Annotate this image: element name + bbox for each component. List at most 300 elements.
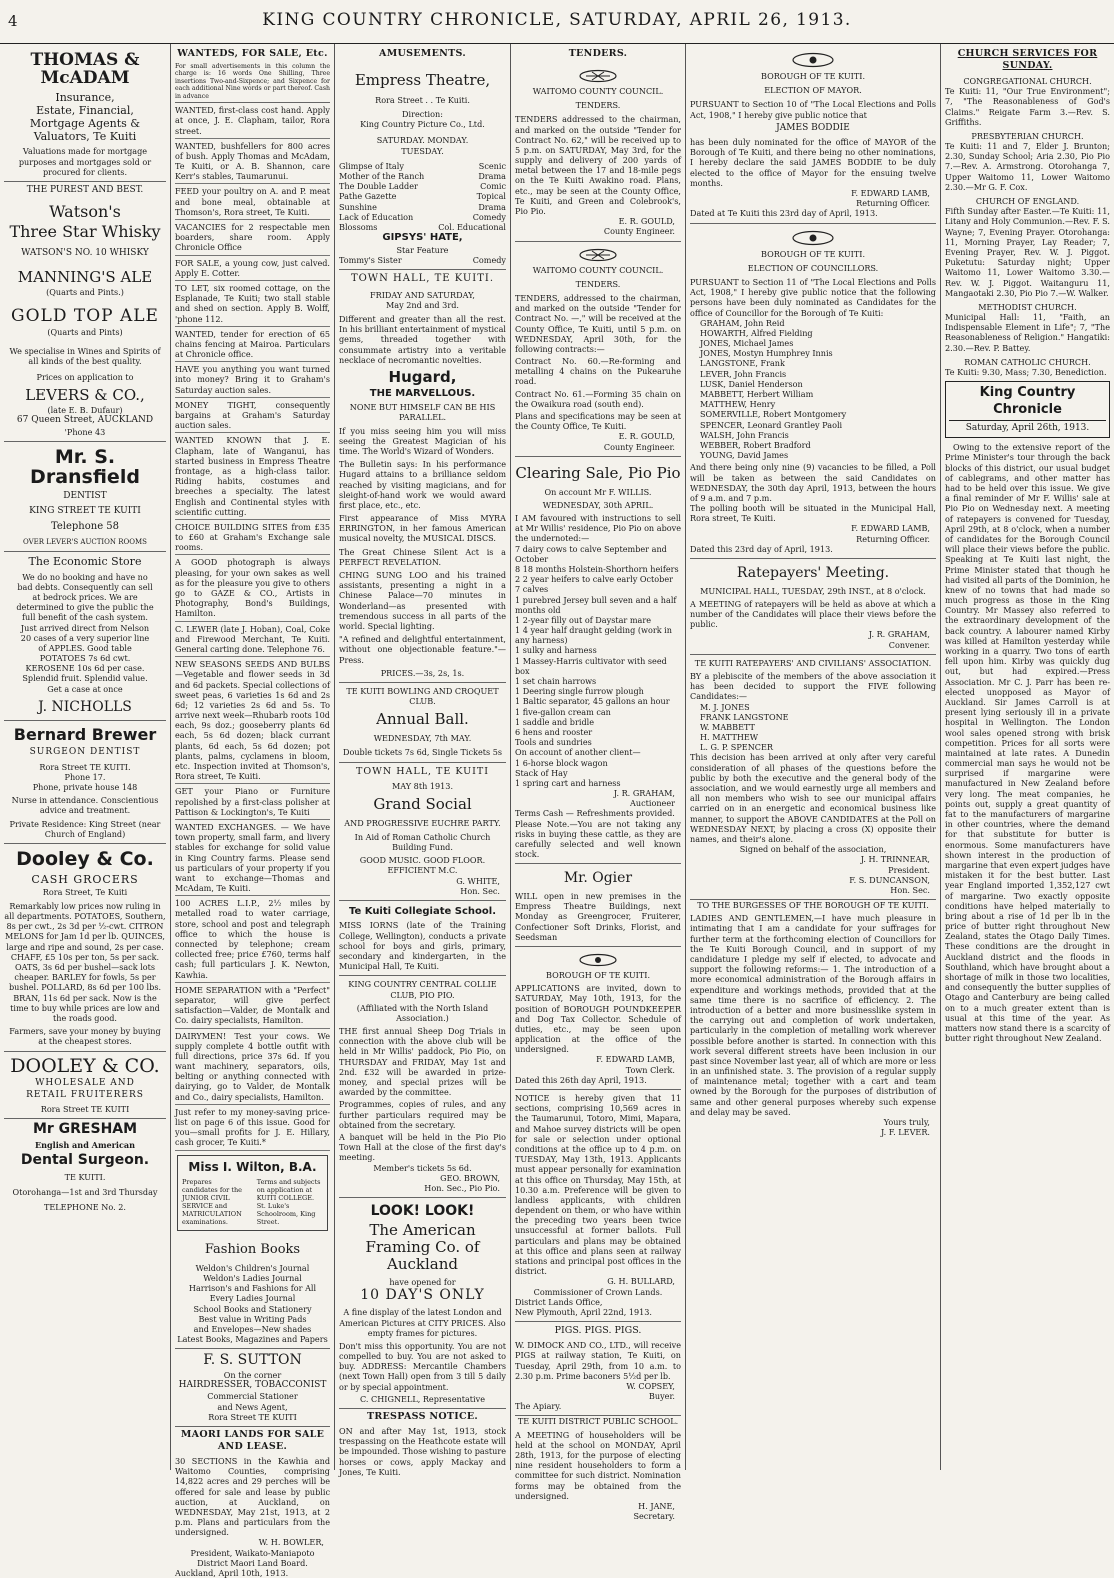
- classified-ad: Just refer to my money-saving price-list on page 6 of this issue. Good for you—small profits for J. E. Hillary, cash grocer, Te Kuiti.*: [175, 1105, 330, 1151]
- euchre: AND PROGRESSIVE EUCHRE PARTY.: [344, 817, 501, 828]
- member-tickets: Member's tickets 5s 6d.: [373, 1162, 472, 1173]
- gresham-sub: English and American: [34, 1139, 136, 1150]
- dooley-addr: Rora Street, Te Kuiti: [42, 886, 128, 897]
- pigs-title: PIGS. PIGS. PIGS.: [554, 1325, 642, 1337]
- congregational-title: CONGREGATIONAL CHURCH.: [963, 75, 1092, 86]
- classified-ad: MONEY TIGHT, consequently bargains at Graham's Saturday auction sales.: [175, 398, 330, 434]
- purest-line: THE PUREST AND BEST.: [26, 185, 144, 195]
- borough-title: BOROUGH OF TE KUITI.: [760, 248, 866, 259]
- film-genre: Drama: [478, 201, 506, 212]
- social-ad: [339, 763, 506, 901]
- candidate-name: GRAHAM, John Reid: [700, 317, 785, 328]
- candidate-name: LEVER, John Francis: [700, 368, 787, 379]
- borough-crest-icon: [791, 52, 835, 68]
- dooley-wholesale-ad: [4, 1052, 166, 1120]
- good-music: GOOD MUSIC. GOOD FLOOR.: [359, 855, 486, 866]
- maori-sig2: President, Waikato-Maniapoto District Maori Land Board.: [190, 1547, 315, 1568]
- classified-ad: NEW SEASONS SEEDS AND BULBS—Vegetable and flower seeds in 3d and 6d packets. Special collections of sweet peas, 6 varieties 1s 6d and 2s 6d; 12 varieties 2s 6d and 5s. To arrive next week—Rhubarb roots 10d each, 9s doz.; gooseberry plants 6d each, 5s 6d dozen; black currant plants, 6d each, 5s 6d dozen; pot plants, palms, cyclamens in bloom, etc. Inspection invited at Thomson's, Rora street, Te Kuiti.: [175, 657, 330, 784]
- town-hall-2: TOWN HALL, TE KUITI: [356, 765, 489, 777]
- classified-ad: GET your Piano or Furniture repolished by a first-class polisher at Pattison & Lockington's, Te Kuiti: [175, 784, 330, 820]
- collie-ad: [339, 976, 506, 1198]
- film-list: [339, 161, 506, 232]
- gould-sig: E. R. GOULD,: [618, 216, 675, 227]
- maori-lands-ad: [175, 1429, 330, 1578]
- framing-title: The American Framing Co. of Auckland: [365, 1220, 480, 1274]
- column-3: [334, 44, 510, 1477]
- brewer-addr: Rora Street TE KUITI.: [39, 761, 131, 772]
- classified-ad: WANTED, tender for erection of 65 chains fencing at Mairoa. Particulars at Chronicle office.: [175, 327, 330, 363]
- sutton-line1: HAIRDRESSER, TOBACCONIST: [178, 1380, 327, 1391]
- endorsed-list: [690, 702, 936, 753]
- chronicle-name: King Country Chronicle: [979, 385, 1076, 417]
- fashion-title: Fashion Books: [204, 1242, 301, 1258]
- maori-head: MAORI LANDS FOR SALE AND LEASE.: [180, 1429, 325, 1452]
- stock-item: 1 set chain harrows: [515, 676, 597, 687]
- film-title: Sunshine: [339, 201, 377, 212]
- film-row: [339, 212, 506, 222]
- fashion-item: Weldon's Children's Journal: [195, 1262, 310, 1273]
- school-title: TE KUITI DISTRICT PUBLIC SCHOOL.: [517, 1416, 679, 1427]
- candidate-name: YOUNG, David James: [700, 450, 789, 461]
- classified-ad: DAIRYMEN! Test your cows. We supply complete 4 bottle outfit with full directions, price 37s 6d. If you want machinery, separators, oils, belting or anything connected with dairying, go to Valder, de Montalk and Co., dairy specialists, Hamilton.: [175, 1029, 330, 1105]
- gresham-days: Otorohanga—1st and 3rd Thursday: [12, 1187, 158, 1198]
- film-title: Tommy's Sister: [339, 254, 402, 265]
- mayor-election-ad: [690, 46, 936, 224]
- bullard-office: District Lands Office,: [515, 1296, 603, 1307]
- bullard-title: Commissioner of Crown Lands.: [533, 1286, 663, 1297]
- tender-62-ad: [515, 63, 681, 242]
- fashion-item: Latest Books, Magazines and Papers: [177, 1334, 328, 1345]
- may-dates: May 2nd and 3rd.: [386, 299, 459, 310]
- ball-date: WEDNESDAY, 7th MAY.: [373, 733, 472, 744]
- dooley2-addr: Rora Street TE KUITI: [40, 1104, 130, 1115]
- gould-title: County Engineer.: [603, 226, 675, 237]
- programmes: Programmes, copies of rules, and any further particulars required may be obtained from the secretary.: [339, 1099, 506, 1130]
- collegiate-ad: [339, 901, 506, 976]
- duncanson-sig: F. S. DUNCANSON,: [849, 874, 930, 885]
- ball-ad: [339, 683, 506, 763]
- catholic-title: ROMAN CATHOLIC CHURCH.: [964, 356, 1091, 367]
- fashion-item: School Books and Stationery: [193, 1303, 312, 1314]
- ogier-title: Mr. Ogier: [563, 870, 633, 887]
- film-row: [339, 202, 506, 212]
- banquet: A banquet will be held in the Pio Pio Town Hall at the close of the first day's meeting.: [339, 1131, 506, 1163]
- column-1: [0, 44, 170, 1470]
- association-ad: [690, 655, 936, 900]
- stock-item: 1 4 year half draught gelding (work in any harness): [515, 625, 672, 646]
- stock-item: 1 saddle and bridle: [515, 716, 595, 727]
- candidate-name: SPENCER, Leonard Grantley Paoli: [700, 419, 843, 430]
- watson-title: Watson's: [49, 202, 121, 222]
- tender-60-ad: [515, 242, 681, 457]
- ratepayers-title: Ratepayers' Meeting.: [736, 565, 890, 582]
- refined: "A refined and delightful entertainment, without one objectionable feature."—Press.: [339, 634, 506, 665]
- county-crest-icon: [578, 69, 618, 83]
- lamb-title: Town Clerk.: [625, 1064, 675, 1075]
- mayor-text2: has been duly nominated for the office of MAYOR of the Borough of Te Kuiti, and there being no other nominations, I hereby declare the said JAMES BODDIE to be duly elected to the office of Mayor for the ensuing twelve months.: [690, 137, 936, 188]
- efficient: EFFICIENT M.C.: [387, 865, 458, 876]
- film-title: Pathe Gazette: [339, 191, 397, 202]
- brown-sig: GEO. BROWN,: [440, 1172, 500, 1183]
- gresham-title: Mr GRESHAM: [32, 1121, 138, 1138]
- ten-days: 10 DAY'S ONLY: [360, 1286, 485, 1303]
- trespass-text: ON and after May 1st, 1913, stock trespassing on the Heathcote estate will be impounded. Those wishing to pasture horses or cows, apply Mackay and Jones, Te Kuiti.: [339, 1426, 507, 1477]
- framing-ad: [339, 1198, 506, 1409]
- poundkeeper-ad: [515, 947, 681, 1090]
- thomas-line: Valuators, Te Kuiti: [33, 130, 137, 144]
- candidate-name: WEBBER, Robert Bradford: [700, 439, 811, 450]
- mannings-title: MANNING'S ALE: [17, 267, 153, 286]
- film-row: [339, 161, 506, 171]
- graham-sig: J. R. GRAHAM,: [868, 629, 930, 640]
- rate-text: A MEETING of ratepayers will be held as above at which a number of the Candidates will place their views before the public.: [690, 598, 936, 630]
- maori-sig3: Auckland, April 10th, 1913.: [175, 1568, 289, 1578]
- councillors-election-ad: [690, 224, 936, 559]
- direction: Direction:: [402, 109, 443, 120]
- collie-club: KING COUNTRY CENTRAL COLLIE CLUB, PIO PIO.: [348, 979, 497, 1000]
- notice-text: NOTICE is hereby given that 11 sections, comprising 10,569 acres in the Taumarunui, Totoro, Mimi, Mapara, and Mahoe survey districts will be open for sale or selection under optional conditions at the office up to 4 p.m. on TUESDAY, May 13th, 1913. Applicants must appear personally for examination at this office on Thursday, May 15th, at 10.30 a.m. Preference will be given to landless applicants, with children dependent on them, or who have within the preceding two years been twice unsuccessful at former ballots. Full particulars and plans may be obtained at this office and plans seen at railway stations and principal post offices in the district.: [515, 1093, 681, 1277]
- retail-label: RETAIL FRUITERERS: [26, 1089, 144, 1100]
- wanteds-rates: For small advertisements in this column the charge is: 16 words One Shilling, Three insertions Two-and-Sixpence; and Sixpence for each additional Nine words or part thereof. Cash in advance: [175, 63, 330, 103]
- annual-ball: Annual Ball.: [376, 710, 469, 729]
- stock-item: 7 calves: [515, 584, 549, 595]
- stock-list: [515, 544, 681, 789]
- prices-app: Prices on application to: [36, 372, 134, 383]
- fashion-item: Weldon's Ladies Journal: [203, 1273, 302, 1284]
- candidate-name: LANGSTONE, Frank: [700, 358, 785, 369]
- trespass-ad: [339, 1411, 506, 1477]
- white-sig: G. WHITE,: [456, 875, 500, 886]
- tender-60-text: TENDERS, addressed to the chairman, and marked on the outside "Tender for Contract No. —," will be received at the County Office, Te Kuiti, until 5 p.m. on WEDNESDAY, April 30th, for the following contracts:—: [515, 292, 681, 354]
- brewer-title: Bernard Brewer: [13, 725, 157, 745]
- classified-ad: FEED your poultry on A. and P. meat and bone meal, obtainable at Thomson's, Rora street, Te Kuiti.: [175, 184, 330, 220]
- wholesale-label: WHOLESALE AND: [35, 1078, 135, 1089]
- chignell: C. CHIGNELL, Representative: [359, 1393, 485, 1404]
- candidate-list: [690, 318, 936, 461]
- anglican-text: Fifth Sunday after Easter.—Te Kuiti: 11, Litany and Holy Communion.—Rev. F. S. Wayne; 7, Evening Prayer. Otorohanga: 11, Morning Prayer, Lay Reader; 7, Evening Prayer, Rev. W. J. Piggot. Puketutu: Saturday night; Upper Waitomo 11, Lower Waitomo 3.30.—Rev. W. J. Piggot. Waitanguru 11, Mangaotaki 2.30, Pio Pio 7.—W. Walker.: [945, 206, 1111, 298]
- classified-ad: WANTED, bushfellers for 800 acres of bush. Apply Thomas and McAdam, Te Kuiti, or A. B. Shannon, care Kerr's stables, Taumarunui.: [175, 139, 330, 185]
- levers-late: (late E. B. Dufaur): [47, 405, 123, 416]
- collegiate-title: Te Kuiti Collegiate School.: [348, 905, 496, 917]
- borough-title: BOROUGH OF TE KUITI.: [760, 71, 866, 81]
- fashion-item: Best value in Writing Pads: [198, 1313, 307, 1324]
- ball-tickets: Double tickets 7s 6d, Single Tickets 5s: [342, 747, 503, 758]
- endorsed-candidate: FRANK LANGSTONE: [700, 711, 789, 722]
- page-number: 4: [8, 12, 18, 30]
- endorsed-candidate: H. MATTHEW: [700, 732, 759, 743]
- classified-ad: 100 ACRES L.I.P., 2½ miles by metalled road to water carriage, store, school and post and telegraph office to which the house is connected by telephone; cream collected free; price £760, terms half cash; full particulars J. K. Newton, Kawhia.: [175, 896, 330, 983]
- stock-item: 1 Deering single furrow plough: [515, 686, 644, 697]
- grand-social: Grand Social: [373, 794, 472, 813]
- pound-text: APPLICATIONS are invited, down to SATURDAY, May 10th, 1913, for the position of BOROUGH POUNDKEEPER and Dog Tax Collector. Schedule of duties, etc., may be seen upon application at the office of the undersigned.: [515, 983, 681, 1055]
- film-title: Lack of Education: [339, 211, 414, 222]
- maori-sig1: W. H. BOWLER,: [258, 1537, 324, 1548]
- empress-title: Empress Theatre,: [354, 70, 491, 89]
- candidate-name: JONES, Michael James: [700, 338, 794, 349]
- pigs-ad: [515, 1322, 681, 1416]
- masthead: [0, 0, 1114, 44]
- spirits-ad: [4, 182, 166, 442]
- copsey-sig: W. COPSEY,: [626, 1380, 675, 1391]
- film-genre: Topical: [476, 191, 506, 202]
- nicholls-name: J. NICHOLLS: [38, 698, 132, 715]
- hugard-marvellous: THE MARVELLOUS.: [369, 387, 476, 399]
- municipal-hall: MUNICIPAL HALL, TUESDAY, 29th INST., at 8 o'clock.: [700, 585, 926, 596]
- classified-ad: HAVE you anything you want turned into money? Bring it to Graham's Saturday auction sales.: [175, 362, 330, 398]
- film-genre: Comic: [480, 181, 506, 192]
- watson-no: WATSON'S NO. 10 WHISKY: [21, 247, 149, 258]
- column-6: [940, 44, 1114, 1470]
- editorial-text: Owing to the extensive report of the Prime Minister's tour through the back blocks of this district, our usual budget of cablegrams, and other matter has had to be held over this issue. We give a final reminder of Mr F. Willis' sale at Pio Pio on Wednesday next. A meeting of ratepayers is convened for Tuesday, April 29th, at 8 o'clock, when a number of candidates for the Borough Council will place their views before the public. Speaking at Te Kuiti last night, the Prime Minister stated that though he had visited all parts of the Dominion, he knew of no towns that had made so much progress as those in the King Country. Mr Massey also referred to the extraordinary development of the back country. A labourer named Kirby was killed at Hamilton yesterday while working in a quarry. Two tons of earth fell upon him. Kirby was quickly dug out, but had expired.—Press Association. Mr C. J. Parr has been re-elected unopposed as Mayor of Auckland. Sir James Carroll is at present lying seriously ill in a private hospital in Wellington. The London wool sales opened strong with brisk competition. Prices for all sorts were maintained at late rates. A Dunedin commercial man says he would not be surprised if margarine were manufactured in New Zealand before very long. The meat companies, he points out, supply a great quantity of fat to the manufacturers of margarine in other countries, where the demand for that substitute for butter is enormous. Some manufacturers have shown interest in the production of margarine that even expert judges have mistaken it for the best butter. Last year England imported 1,352,127 cwt of margarine. Two exactly opposite conditions have helped materially to bring about a rise of 1d per lb in the price of butter right throughout New Zealand, states the Otago Daily Times. These conditions are the drought in Auckland district and the floods in Southland, which have brought about a shortage of milk in those two localities, and consequently the butter supplies of Otago and Canterbury are being called on to a much greater extent than is usual at this time of the year. As matters now stand there is a scarcity of butter right throughout New Zealand.: [945, 442, 1110, 1044]
- stock-item: 7 dairy cows to calve September and October: [515, 543, 667, 564]
- bowling-club: TE KUITI BOWLING AND CROQUET CLUB.: [346, 685, 499, 707]
- jane-title: Secretary.: [633, 1511, 675, 1522]
- may8: MAY 8th 1913.: [391, 780, 454, 791]
- tuesday: TUESDAY.: [401, 145, 444, 156]
- wilton-box: [177, 1155, 328, 1232]
- sutton-line3: and News Agent,: [217, 1401, 288, 1412]
- plans-text: Plans and specifications may be seen at the County Office, Te Kuiti.: [515, 411, 681, 432]
- film-genre: Scenic: [478, 160, 506, 171]
- endorsed-candidate: W. MABBETT: [700, 721, 755, 732]
- brewer-phone: Phone 17.: [64, 771, 106, 782]
- brewer-nurse: Nurse in attendance. Conscientious advice and treatment.: [11, 795, 159, 816]
- economic-text: We do no booking and have no bad debts. Consequently can sell at bedrock prices. We are determined to give the public the full benefit of the cash system. Just arrived direct from Nelson 20 cases of a very superior line of APPLES. Good table POTATOES 7s 6d cwt. KEROSENE 10s 6d per case. Splendid fruit. Splendid value. Get a case at once: [16, 571, 154, 694]
- goldtop-title: GOLD TOP ALE: [11, 306, 159, 327]
- days: SATURDAY. MONDAY.: [376, 135, 469, 146]
- dransfield-addr: KING STREET TE KUITI: [29, 506, 141, 516]
- borough-title: BOROUGH OF TE KUITI.: [545, 969, 651, 980]
- look-title: LOOK! LOOK!: [370, 1203, 475, 1220]
- thomas-mcadam-ad: [4, 46, 166, 182]
- gould-sig: E. R. GOULD,: [618, 431, 675, 442]
- wcc-title: WAITOMO COUNTY COUNCIL.: [532, 85, 664, 96]
- column-5: [685, 44, 940, 1470]
- chinese: The Great Chinese Silent Act is a PERFECT REVELATION.: [339, 546, 506, 567]
- economic-title: The Economic Store: [28, 554, 142, 568]
- tenders-title: TENDERS.: [575, 278, 621, 289]
- wcc-title: WAITOMO COUNTY COUNCIL.: [532, 264, 664, 275]
- jane-sig: H. JANE,: [638, 1500, 675, 1511]
- hugard-intro: Different and greater than all the rest. In his brilliant entertainment of mystical gems, threaded together with consummate artistry into a veritable necklace of necromantic novelties.: [339, 314, 506, 365]
- association-title: TE KUITI RATEPAYERS' AND CIVILIANS' ASSOCIATION.: [694, 657, 932, 668]
- stock-item: 8 18 months Holstein-Shorthorn heifers: [515, 563, 679, 574]
- lamb-sig: F. EDWARD LAMB,: [851, 523, 930, 534]
- ching: CHING SUNG LOO and his trained assistants, presenting a night in a Chinese Palace—70 minutes in Wonderland—as presented with tremendous success in all parts of the world. Special lighting.: [339, 570, 506, 631]
- lamb-sig: F. EDWARD LAMB,: [851, 188, 930, 199]
- stock-item: Tools and sundries: [515, 737, 592, 748]
- hugard-ad: [339, 270, 506, 683]
- clearing-sale-ad: [515, 457, 681, 865]
- trinnear-sig: J. H. TRINNEAR,: [860, 854, 930, 865]
- school-text: A MEETING of householders will be held at the school on MONDAY, April 28th, 1913, for the purpose of electing nine resident householders to form a committee for such district. Nomination forms may be obtained from the undersigned.: [515, 1429, 681, 1501]
- thomas-line: Insurance,: [55, 90, 115, 104]
- graham-sig: J. R. GRAHAM,: [613, 788, 675, 799]
- film-row: [339, 255, 506, 265]
- polling-text: The polling booth will be situated in the Municipal Hall, Rora street, Te Kuiti.: [690, 503, 936, 524]
- duncanson-title: Hon. Sec.: [890, 884, 930, 895]
- bulletin: The Bulletin says: In his performance Hugard attains to a brilliance seldom reached by visiting magicians, and for sleight-of-hand work we would award first place, etc., etc.: [339, 459, 506, 510]
- contract-60: Contract No. 60.—Re-forming and metalling 4 chains on the Pukearuhe road.: [515, 356, 681, 387]
- presbyterian-title: PRESBYTERIAN CHURCH.: [971, 130, 1084, 141]
- film-title: Mother of the Ranch: [339, 170, 425, 181]
- stock-item: 6 hens and rooster: [515, 726, 593, 737]
- stock-item: 2 2 year heifers to calve early October: [515, 574, 673, 585]
- film-genre: Comedy: [472, 254, 506, 265]
- lever-sig: J. F. LEVER.: [881, 1127, 930, 1138]
- candidate-name: JONES, Mostyn Humphrey Innis: [700, 348, 833, 359]
- stock-item: 1 6-horse block wagon: [515, 757, 608, 768]
- chronicle-nameplate: [945, 381, 1110, 438]
- contract-61: Contract No. 61.—Forming 35 chain on the Owaikura road (south end).: [515, 388, 681, 409]
- fri-sat: FRIDAY AND SATURDAY,: [370, 289, 475, 300]
- white-sig2: Hon. Sec.: [460, 885, 500, 896]
- dont-miss: Don't miss this opportunity. You are not compelled to buy. You are not asked to buy. ADDRESS: Mercantile Chambers (next Town Hall) open from 3 till 5 daily or by special appointment.: [339, 1340, 506, 1392]
- ogier-ad: [515, 864, 681, 947]
- dooley-ad: [4, 844, 166, 1052]
- classified-ad: WANTED, first-class cost hand. Apply at once, J. E. Clapham, tailor, Rora street.: [175, 103, 330, 139]
- direction-co: King Country Picture Co., Ltd.: [360, 119, 485, 130]
- school-ad: [515, 1416, 681, 1521]
- levers-title: LEVERS & CO.,: [25, 386, 145, 405]
- gresham-phone: TELEPHONE No. 2.: [44, 1202, 126, 1213]
- mannings-sub: (Quarts and Pints.): [46, 286, 124, 297]
- candidate-name: HOWARTH, Alfred Fielding: [700, 327, 813, 338]
- film-title: The Double Ladder: [339, 181, 418, 192]
- prices: PRICES.—3s, 2s, 1s.: [380, 667, 465, 678]
- methodist-text: Municipal Hall: 11, "Faith, an Indispensable Element in Life"; 7, "The Reasonableness of Religion." Hangatiki: 2.30.—Rev. P. Battey.: [945, 312, 1110, 353]
- councillors-text: PURSUANT to Section 11 of "The Local Elections and Polls Act, 1908," I hereby give public notice that the following persons have been duly nominated as Candidates for the office of Councillor for the Borough of Te Kuiti:: [690, 276, 936, 318]
- councillors-head: ELECTION OF COUNCILLORS.: [747, 262, 879, 273]
- film-genre: Col. Educational: [438, 221, 506, 232]
- maori-text: 30 SECTIONS in the Kawhia and Waitomo Counties, comprising 14,822 acres and 29 perches will be offered for sale and lease by public auction, at Auckland, on WEDNESDAY, May 21st, 1913, at 2 p.m. Plans and particulars from the undersigned.: [175, 1455, 330, 1538]
- thomas-line: Estate, Financial,: [36, 103, 134, 117]
- empress-addr: Rora Street . . Te Kuiti.: [375, 94, 470, 105]
- brewer-phone2: Phone, private house 148: [32, 781, 138, 792]
- candidate-name: LUSK, Daniel Henderson: [700, 378, 803, 389]
- tenders-heading: TENDERS.: [568, 48, 628, 59]
- dooley2-title: DOOLEY & CO.: [10, 1054, 160, 1077]
- column-4: [510, 44, 685, 1522]
- clearing-text: I AM favoured with instructions to sell at Mr Willis' residence, Pio Pio on above the undernoted:—: [515, 513, 681, 544]
- myra: First appearance of Miss MYRA ERRINGTON, in her famous American musical novelty, the MUSICAL DISCS.: [339, 513, 506, 544]
- stock-item: 1 sulky and harness: [515, 645, 597, 656]
- economic-store-ad: [4, 552, 166, 722]
- dooley-farmers: Farmers, save your money by buying at the cheapest stores.: [9, 1026, 161, 1047]
- brewer-ad: [4, 721, 166, 843]
- levers-addr: 67 Queen Street, AUCKLAND: [16, 415, 154, 426]
- clearing-title: Clearing Sale, Pio Pio: [515, 463, 681, 482]
- candidate-name: SOMERVILLE, Robert Montgomery: [700, 409, 847, 420]
- film-title: Glimpse of Italy: [339, 160, 404, 171]
- stock-item: 1 2-year filly out of Daystar mare: [515, 614, 652, 625]
- lamb-title: Returning Officer.: [856, 198, 930, 209]
- classified-ad: HOME SEPARATION with a "Perfect" separator, will give perfect satisfaction—Valder, de Montalk and Co. dairy specialists, Hamilton.: [175, 983, 330, 1029]
- wanteds-list: [175, 103, 330, 1150]
- endorsed-candidate: L. G. P. SPENCER: [700, 742, 773, 753]
- film-genre: Drama: [478, 170, 506, 181]
- dentist-label: DENTIST: [63, 490, 107, 501]
- aid: In Aid of Roman Catholic Church Building Fund.: [354, 831, 491, 852]
- burgesses-title: TO THE BURGESSES OF THE BOROUGH OF TE KUITI.: [697, 900, 929, 911]
- film-row: [339, 181, 506, 191]
- wanteds-heading: WANTEDS, FOR SALE, Etc.: [177, 48, 328, 59]
- classified-ad: FOR SALE, a young cow, just calved. Apply E. Cotter.: [175, 256, 330, 281]
- levers-phone: 'Phone 43: [64, 426, 106, 437]
- fashion-item: Harrison's and Fashions for All: [188, 1283, 317, 1294]
- brewer-sub: SURGEON DENTIST: [29, 747, 141, 758]
- amusements-heading: AMUSEMENTS.: [379, 48, 466, 59]
- stock-item: 1 purebred Jersey bull seven and a half months old: [515, 594, 677, 615]
- gould-title: County Engineer.: [603, 441, 675, 452]
- tender-62-text: TENDERS addressed to the chairman, and marked on the outside "Tender for Contract No. 62," will be received up to 5 p.m. on SATURDAY, May 3rd, for the supply and delivery of 200 yards of metal between the 17 and 18-mile pegs on the Te Kuiti Awakino road. Plans, etc., may be seen at the County Office, Te Kuiti, and Green and Colebrook's, Pio Pio.: [515, 114, 681, 217]
- affiliated: (Affiliated with the North Island Association.): [356, 1002, 489, 1023]
- collie-text: THE first annual Sheep Dog Trials in connection with the above club will be held in Mr Willis' paddock, Pio Pio, on THURSDAY and FRIDAY, May 1st and 2nd. £32 will be awarded in prize-money, and special prizes will be awarded by the committee.: [339, 1026, 506, 1098]
- borough-crest-icon: [791, 230, 835, 246]
- none-but: NONE BUT HIMSELF CAN BE HIS PARALLEL.: [349, 402, 496, 423]
- classified-ad: TO LET, six roomed cottage, on the Esplanade, Te Kuiti; two stall stable and shed on section. Apply B. Wolff, 'phone 112.: [175, 281, 330, 327]
- film-title: Blossoms: [339, 221, 378, 232]
- gresham-town: TE KUITI.: [64, 1171, 106, 1182]
- church-heading: CHURCH SERVICES FOR SUNDAY.: [957, 48, 1098, 71]
- brewer-res: Private Residence: King Street (near Church of England): [9, 818, 161, 839]
- goldtop-sub: (Quarts and Pints): [47, 327, 123, 338]
- congregational-text: Te Kuiti: 11, "Our True Environment"; 7, "The Reasonableness of God's Claims." Reigate Farm 3.—Rev. S. Griffiths.: [945, 86, 1110, 127]
- methodist-title: METHODIST CHURCH.: [978, 301, 1077, 312]
- gresham-ad: [4, 1122, 166, 1212]
- stock-item: On account of another client—: [515, 747, 641, 758]
- lamb-sig: F. EDWARD LAMB,: [596, 1054, 675, 1065]
- bullard-date: New Plymouth, April 22nd, 1913.: [515, 1306, 653, 1317]
- tenders-title: TENDERS.: [575, 100, 621, 111]
- dransfield-phone: Telephone 58: [50, 521, 120, 533]
- fashion-item: Every Ladies Journal: [209, 1293, 296, 1304]
- stock-item: 1 Massey-Harris cultivator with seed box: [515, 655, 667, 676]
- candidate-name: MABBETT, Herbert William: [700, 389, 814, 400]
- framing-text: A fine display of the latest London and American Pictures at CITY PRICES. Also empty frames for pictures.: [339, 1307, 506, 1338]
- film-row: [339, 191, 506, 201]
- gipsys-title: GIPSYS' HATE,: [382, 232, 463, 244]
- candidate-name: MATTHEW, Henry: [700, 399, 776, 410]
- stock-item: 1 five-gallon cream can: [515, 706, 611, 717]
- classified-ad: A GOOD photograph is always pleasing, for your own sakes as well as for the pleasure you give to others go to GAZE & CO., Artists in Photography, Bond's Buildings, Hamilton.: [175, 555, 330, 621]
- association-text: BY a plebiscite of the members of the above association it has been decided to support the FIVE following Candidates:—: [690, 670, 936, 702]
- lever-ad: [690, 900, 936, 1137]
- classified-ad: WANTED EXCHANGES. — We have town property, small farm, and livery stables for exchange for solid value in King Country farms. Please send us particulars of your property if you want to exchange—Thomas and McAdam, Te Kuiti.: [175, 820, 330, 896]
- mayor-text: PURSUANT to Section 10 of "The Local Elections and Polls Act, 1908," I hereby give public notice that: [690, 99, 936, 120]
- sutton-ad: [175, 1349, 330, 1427]
- ogier-text: WILL open in new premises in the Empress Theatre Buildings, next Monday as Greengrocer, Fruiterer, Confectioner Soft Drinks, Florist, and Seedsman: [515, 891, 681, 942]
- classified-ad: CHOICE BUILDING SITES from £35 to £60 at Graham's Exchange sale rooms.: [175, 520, 330, 556]
- borough-crest-icon: [578, 953, 618, 967]
- film-genre: Comedy: [472, 211, 506, 222]
- sutton-title: F. S. SUTTON: [203, 1352, 302, 1369]
- graham-title: Convener.: [888, 639, 930, 650]
- fashion-ad: [175, 1235, 330, 1349]
- lever-closing: Yours truly,: [883, 1117, 930, 1128]
- gresham-dental: Dental Surgeon.: [20, 1152, 150, 1169]
- wilton-name: Miss I. Wilton, B.A.: [188, 1159, 317, 1174]
- trespass-title: TRESPASS NOTICE.: [366, 1411, 479, 1423]
- wines-text: We specialise in Wines and Spirits of all kinds of the best quality.: [9, 345, 161, 366]
- anglican-title: CHURCH OF ENGLAND.: [975, 196, 1080, 206]
- endorsed-candidate: M. J. JONES: [700, 701, 750, 712]
- lever-text: LADIES AND GENTLEMEN,—I have much pleasure in intimating that I am a candidate for your suffrages for further term at the forthcoming election of Councillors for the Te Kuiti Borough Council, and in support of my candidature I pledge my self if elected, to advocate and support the following reforms:— 1. The introduction of a more economical administration of the Borough affairs in expenditure and workings methods, provided that at the same time there is no sacrifice of efficiency. 2. The introduction of a better and more businesslike system in the carrying out and completion of work undertaken, particularly in the completion of metalling work wherever possible before another is started. In connection with this work several different streets have been inclusion in our past since November last year, all of which are more or less in an unfinished state. 3. The provision of a regular supply of maintenance metal; together with a cart and team owned by the Borough for the purposes of distribution of same and other general purposes whereby such expense and delay may be saved.: [690, 913, 936, 1117]
- dooley-title: Dooley & Co.: [16, 847, 154, 870]
- film-row: [339, 222, 506, 232]
- association-text2: This decision has been arrived at only after very careful consideration of all phases of the questions before the public by both the executive and the general body of the association, and we would earnestly urge all members and all non members who wish to see our municipal affairs carried on in an energetic and economical business like manner, to support the ABOVE CANDIDATES at the Poll on WEDNESDAY NEXT, by placing a cross (X) opposite their names, and their's alone.: [690, 752, 936, 844]
- terms-cash: Terms Cash — Refreshments provided.: [515, 808, 675, 819]
